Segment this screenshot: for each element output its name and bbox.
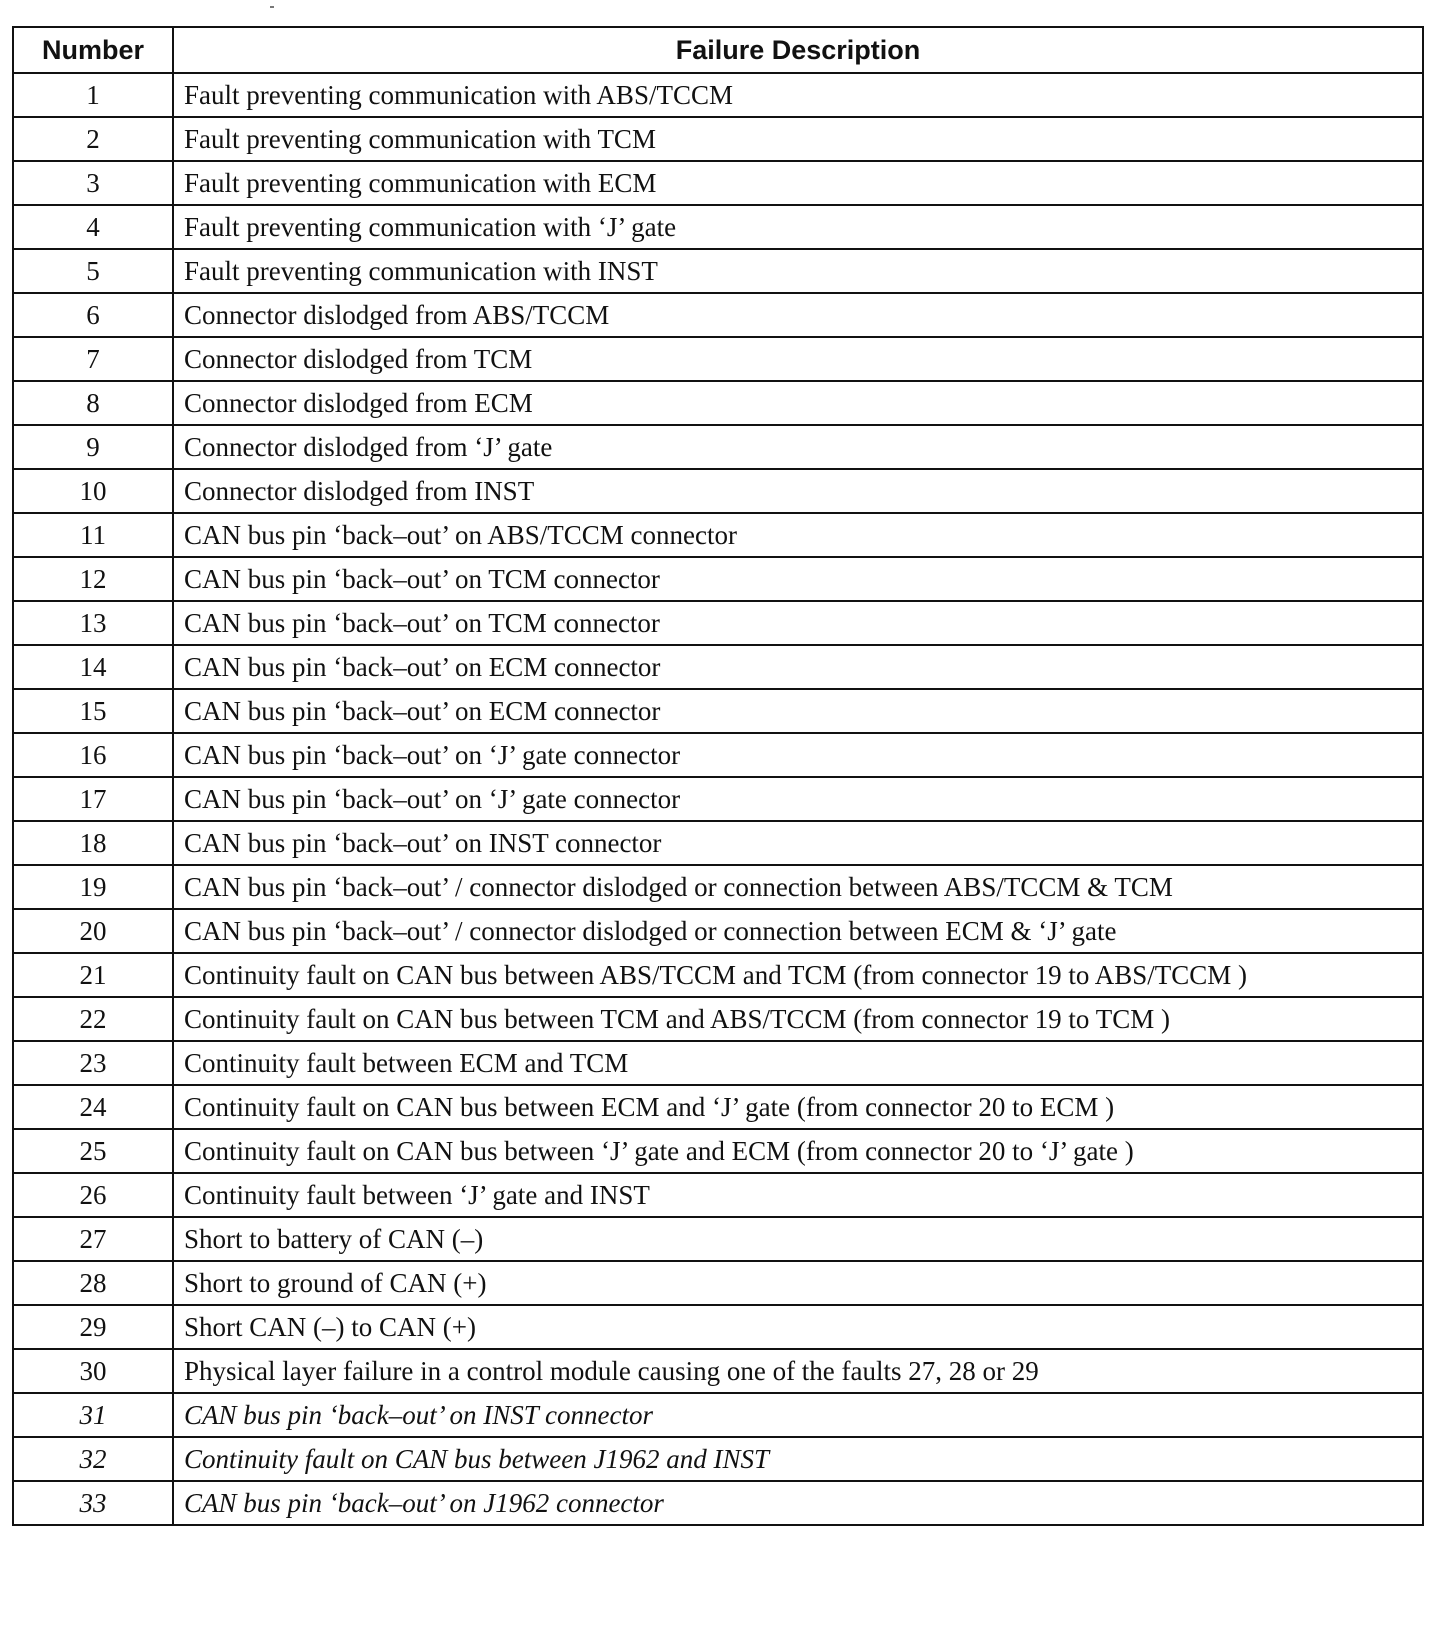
table-row: [13, 1349, 1423, 1393]
failure-description-cell: Fault preventing communication with ABS/TCCM: [173, 73, 1423, 117]
failure-number-cell: 10: [13, 469, 173, 513]
failure-number-cell: 32: [13, 1437, 173, 1481]
failure-number-cell: 26: [13, 1173, 173, 1217]
failure-description-cell: CAN bus pin ‘back–out’ on ECM connector: [173, 689, 1423, 733]
failure-description-cell: CAN bus pin ‘back–out’ on INST connector: [173, 821, 1423, 865]
failure-number-cell: 1: [13, 73, 173, 117]
table-row: [13, 205, 1423, 249]
table-row: [13, 1481, 1423, 1525]
table-row: [13, 337, 1423, 381]
failure-description-cell: CAN bus pin ‘back–out’ on TCM connector: [173, 557, 1423, 601]
table-row: [13, 293, 1423, 337]
table-row: [13, 1129, 1423, 1173]
table-header-row: [13, 27, 1423, 73]
failure-description-cell: Connector dislodged from TCM: [173, 337, 1423, 381]
failure-description-cell: Connector dislodged from ABS/TCCM: [173, 293, 1423, 337]
table-row: [13, 953, 1423, 997]
failure-description-cell: Fault preventing communication with ECM: [173, 161, 1423, 205]
failure-description-cell: CAN bus pin ‘back–out’ on J1962 connector: [173, 1481, 1423, 1525]
failure-number-cell: 6: [13, 293, 173, 337]
failure-number-cell: 28: [13, 1261, 173, 1305]
failure-number-cell: 8: [13, 381, 173, 425]
number-column-header: Number: [13, 27, 173, 73]
failure-number-cell: 12: [13, 557, 173, 601]
failure-number-cell: 24: [13, 1085, 173, 1129]
failure-description-cell: Continuity fault between ECM and TCM: [173, 1041, 1423, 1085]
table-row: [13, 997, 1423, 1041]
failure-number-cell: 19: [13, 865, 173, 909]
failure-description-cell: Fault preventing communication with ‘J’ gate: [173, 205, 1423, 249]
failure-description-cell: Continuity fault between ‘J’ gate and INST: [173, 1173, 1423, 1217]
failure-description-cell: CAN bus pin ‘back–out’ on ECM connector: [173, 645, 1423, 689]
table-row: [13, 513, 1423, 557]
table-row: [13, 1305, 1423, 1349]
failure-description-cell: Continuity fault on CAN bus between TCM and ABS/TCCM (from connector 19 to TCM ): [173, 997, 1423, 1041]
failure-number-cell: 4: [13, 205, 173, 249]
failure-description-cell: CAN bus pin ‘back–out’ / connector dislodged or connection between ECM & ‘J’ gate: [173, 909, 1423, 953]
table-row: [13, 689, 1423, 733]
table-row: [13, 117, 1423, 161]
table-row: [13, 733, 1423, 777]
table-row: [13, 1173, 1423, 1217]
table-row: [13, 645, 1423, 689]
failure-number-cell: 20: [13, 909, 173, 953]
failure-number-cell: 16: [13, 733, 173, 777]
failure-description-cell: Continuity fault on CAN bus between ‘J’ gate and ECM (from connector 20 to ‘J’ gate ): [173, 1129, 1423, 1173]
table-row: [13, 777, 1423, 821]
failure-description-cell: Short CAN (–) to CAN (+): [173, 1305, 1423, 1349]
table-row: [13, 469, 1423, 513]
table-row: [13, 909, 1423, 953]
failure-number-cell: 29: [13, 1305, 173, 1349]
document-page: [12, 26, 1422, 1526]
failure-number-cell: 33: [13, 1481, 173, 1525]
table-row: [13, 865, 1423, 909]
failure-description-cell: CAN bus pin ‘back–out’ on ‘J’ gate connector: [173, 733, 1423, 777]
failure-description-cell: CAN bus pin ‘back–out’ on ‘J’ gate connector: [173, 777, 1423, 821]
table-row: [13, 1261, 1423, 1305]
failure-description-cell: CAN bus pin ‘back–out’ on INST connector: [173, 1393, 1423, 1437]
failure-number-cell: 7: [13, 337, 173, 381]
failure-description-cell: CAN bus pin ‘back–out’ on TCM connector: [173, 601, 1423, 645]
table-row: [13, 1437, 1423, 1481]
table-row: [13, 557, 1423, 601]
failure-number-cell: 23: [13, 1041, 173, 1085]
failure-description-cell: Physical layer failure in a control module causing one of the faults 27, 28 or 29: [173, 1349, 1423, 1393]
failure-description-cell: Continuity fault on CAN bus between ECM and ‘J’ gate (from connector 20 to ECM ): [173, 1085, 1423, 1129]
failure-description-cell: Continuity fault on CAN bus between ABS/TCCM and TCM (from connector 19 to ABS/TCCM ): [173, 953, 1423, 997]
table-row: [13, 601, 1423, 645]
failure-number-cell: 27: [13, 1217, 173, 1261]
description-column-header: Failure Description: [173, 27, 1423, 73]
table-row: [13, 1041, 1423, 1085]
failure-number-cell: 3: [13, 161, 173, 205]
failure-number-cell: 11: [13, 513, 173, 557]
failure-description-cell: Connector dislodged from ‘J’ gate: [173, 425, 1423, 469]
failure-description-cell: Connector dislodged from INST: [173, 469, 1423, 513]
failure-number-cell: 5: [13, 249, 173, 293]
failure-number-cell: 14: [13, 645, 173, 689]
table-row: [13, 249, 1423, 293]
failure-description-cell: CAN bus pin ‘back–out’ on ABS/TCCM connector: [173, 513, 1423, 557]
failure-description-cell: Short to ground of CAN (+): [173, 1261, 1423, 1305]
failure-table: [12, 26, 1424, 1526]
failure-number-cell: 9: [13, 425, 173, 469]
failure-number-cell: 22: [13, 997, 173, 1041]
stray-scan-mark: [270, 6, 274, 8]
table-row: [13, 73, 1423, 117]
failure-description-cell: Fault preventing communication with TCM: [173, 117, 1423, 161]
failure-number-cell: 25: [13, 1129, 173, 1173]
failure-number-cell: 30: [13, 1349, 173, 1393]
table-row: [13, 425, 1423, 469]
failure-description-cell: Short to battery of CAN (–): [173, 1217, 1423, 1261]
failure-description-cell: Fault preventing communication with INST: [173, 249, 1423, 293]
table-body: [13, 73, 1423, 1525]
failure-description-cell: Continuity fault on CAN bus between J1962 and INST: [173, 1437, 1423, 1481]
failure-number-cell: 13: [13, 601, 173, 645]
failure-number-cell: 2: [13, 117, 173, 161]
table-row: [13, 1085, 1423, 1129]
failure-description-cell: CAN bus pin ‘back–out’ / connector dislodged or connection between ABS/TCCM & TCM: [173, 865, 1423, 909]
table-row: [13, 381, 1423, 425]
table-row: [13, 821, 1423, 865]
table-row: [13, 1393, 1423, 1437]
failure-number-cell: 31: [13, 1393, 173, 1437]
failure-description-cell: Connector dislodged from ECM: [173, 381, 1423, 425]
table-row: [13, 1217, 1423, 1261]
failure-number-cell: 17: [13, 777, 173, 821]
failure-number-cell: 18: [13, 821, 173, 865]
failure-number-cell: 15: [13, 689, 173, 733]
failure-number-cell: 21: [13, 953, 173, 997]
table-row: [13, 161, 1423, 205]
